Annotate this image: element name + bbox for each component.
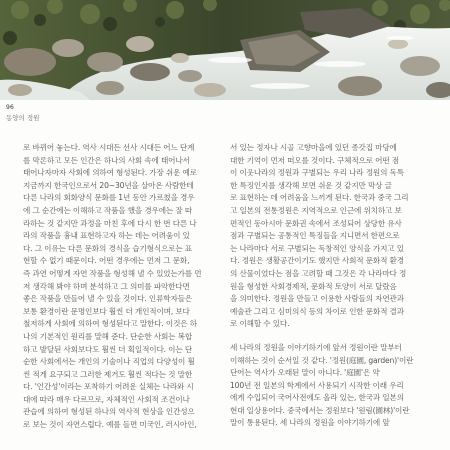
running-header: 동양의 정원 <box>6 114 40 122</box>
text-column-right <box>230 142 428 450</box>
body-paragraph: 세 나라의 정원을 이야기하기에 앞서 정원이란 말부터 이해하는 것이 순서일 것 같다. '정원(庭園, garden)'이란 단어는 역사가 오래된 말이 아니다. '庭園'은 약 100년 전 일본의 학계에서 사용되기 시작한 이래 우리 에게 수입되어 국어사전에도 올라 있는, 한국과 일본의 현대 일상용어다. 중국에서는 정원보다 '원림(園林)'이란 말이 통용된다. 세 나라의 정원을 이야기하기에 앞 <box>230 342 414 428</box>
page-number: 96 <box>6 104 15 111</box>
text-column-left <box>23 142 221 450</box>
stream-with-rocks-photo <box>0 0 450 100</box>
body-paragraph: 로 바뀌어 놓는다. 역사 시대든 선사 시대든 어느 단계 를 막론하고 모든 인간은 하나의 사회 속에 태어나서 태어나자마자 사회에 의하여 형성된다. 가장 쉬운 예로 지금까지 한국인으로서 20~30년을 살아온 사람한테 다른 나라의 회화양식 문화를 1년 동안 가르쳤을 경우 에 그 순간에는 이해하고 작품을 했을 경우에는 잘 따 라하는 것 같지만 과정을 마친 후에 다시 한 번 다른 나 라의 작품을 흉내 표현하고자 하는 데는 어려움이 있 다. 그 이유는 다른 문화의 경식을 습기형식으로는 표 현할 수 없기 때문이다. 어떤 경우에는 먼저 그 문화, 즉 과연 어떻게 자연 작품을 형성해 낼 수 있었는가를 먼 저 생각해 봐야 하며 분석하고 그 의미를 파악한다면 좋은 작품을 만들어 낼 수 있을 것이다. 인류학자들은 보통 환경이란 문명인보다 훨씬 더 개인적이며, 보다 철저하게 사회에 의하여 형성된다고 말한다. 이것은 하 나의 기본적인 원리를 말해 준다. 단순한 사회는 복합 하고 발달된 사회보다도 훨씬 더 획일적이다. 이는 단 순한 사회에서는 개인의 기술이나 직업의 다양성이 훨 씬 적게 요구되고 그러한 제거도 훨씬 적다는 것 말한 다. '인간성'이라는 포착하기 어려운 실체는 나라와 시 대에 따라 매우 다르므로, 자체적인 사회적 조건이나 관습에 의하여 형성된 하나의 역사적 현상을 인간성으 로 보는 것이 자연스럽다. 예를 들면 미국인, 러시아인, <box>23 143 202 430</box>
body-paragraph: 서 있는 정자나 시골 고향마을에 있던 종갓집 마당에 대한 기억이 먼저 떠오를 것이다. 구체적으로 어떤 점 이 이웃나라의 정원과 구별되는 우리 나라 정원의 독특 한 특징인지를 생각해 보면 쉬운 것 같지만 막상 글 로 표현하는 데 어려움을 느끼게 된다. 한국과 중국 그리 고 일본의 전통정원은 지역적으로 인근에 위치하고 보 편적인 동아시아 문화권 속에서 조성되어 상당한 유사 점과 구별되는 공통적인 특징들을 지니면서 한편으로 는 나라마다 서로 구별되는 독창적인 양식을 가지고 있 다. 정원은 생활공간이기도 했지만 사회적 문화적 환경 의 산물이었다는 점을 고려할 때 그것은 각 나라마다 정 원을 형성한 사회경제적, 문화적 토양이 서로 달랐음 을 의미한다. 정원을 만들고 이용한 사람들의 자연관과 예술관 그리고 심미의식 등의 차이로 인한 문화적 결과 로 이해할 수 있다. <box>230 143 409 329</box>
